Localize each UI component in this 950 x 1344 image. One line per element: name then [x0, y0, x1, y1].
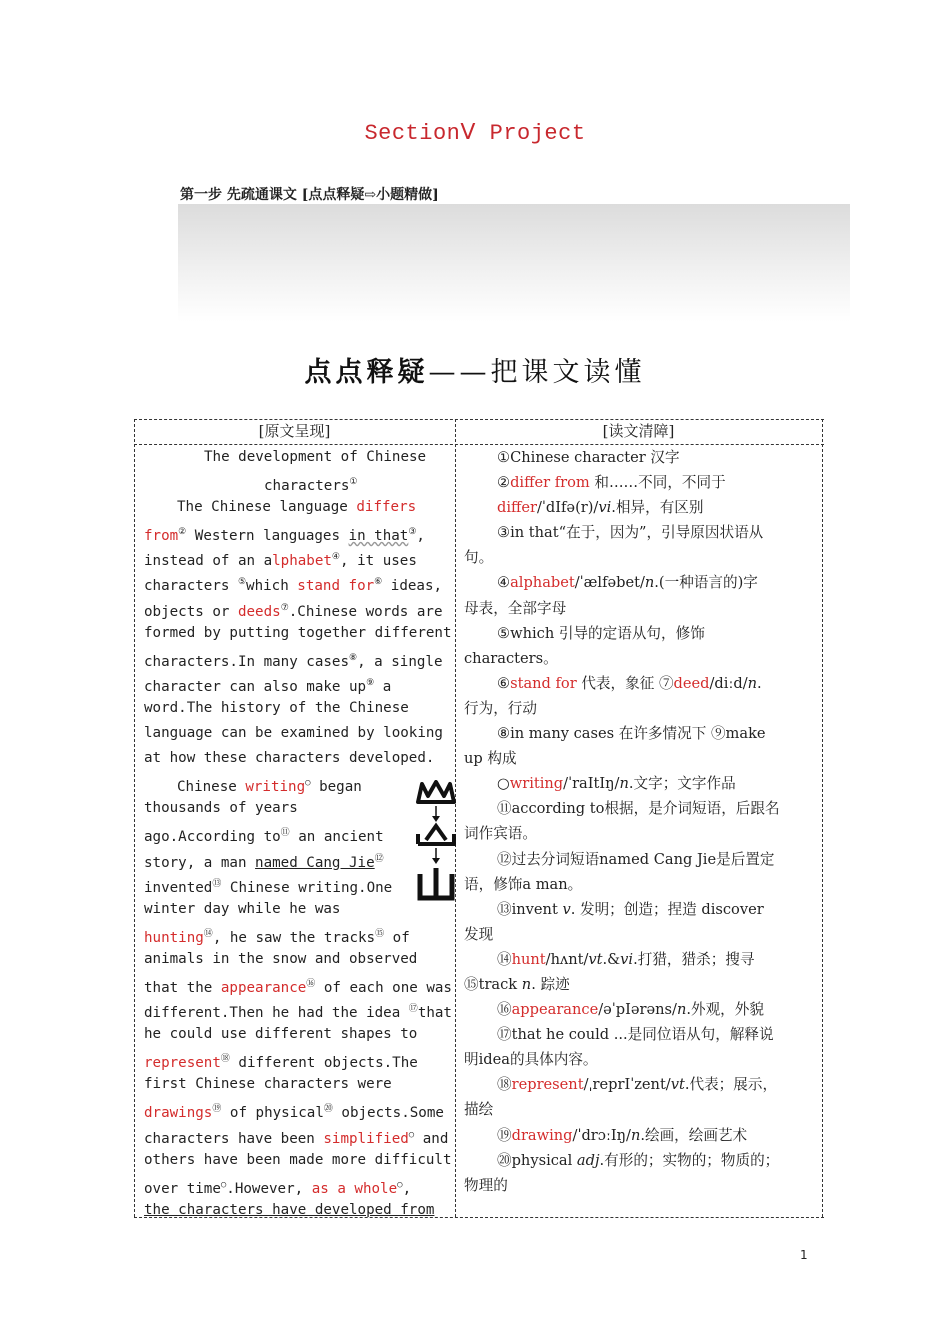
page-number: 1	[800, 1248, 808, 1262]
section-heading	[0, 350, 950, 389]
page-title: SectionⅤ Project	[364, 121, 586, 146]
mountain-character-evolution-icon	[412, 780, 460, 904]
banner	[178, 204, 850, 322]
left-column-header: [原文呈现]	[258, 422, 331, 440]
right-column-header: [读文清障]	[602, 422, 675, 440]
step-label: 第一步 先疏通课文 [点点释疑⇨小题精做]	[180, 187, 439, 203]
heading-part2: ——把课文读懂	[428, 357, 646, 388]
original-text: The development of Chinese characters① The Chinese language differs from② Western languages in that③, instead of an alphabet④, it uses characters ⑤which stand for⑥ ideas, objects or deeds⑦.Chinese words are formed by putting together different characters.In many cases⑧, a single character can also make up⑨ a word.The history of the Chinese language can be examined by looking at how these characters developed. Chinese writing○ began thousands of years ago.According to⑪ an ancient story, a man named Cang Jie⑫ invented⑬ Chinese writing.One winter day while he was hunting⑭, he saw the tracks⑮ of animals in the snow and observed that the appearance⑯ of each one was different.Then he had the idea ⑰that he could use different shapes to represent⑱ different objects.The first Chinese characters were drawings⑲ of physical⑳ objects.Some characters have been simplified○ and others have been made more difficult over time○.However, as a whole○, the characters have developed from	[144, 449, 452, 1218]
explanation-text: ①Chinese character 汉字 ②differ from 和……不同，不同于 differ/ˈdIfə(r)/vi.相异，有区别 ③in that“在于，因为”，引导原因状语从 句。 ④alphabet/ˈælfəbet/n.(一种语言的)字 母表，全部字母 ⑤which 引导的定语从句，修饰 characters。 ⑥stand for 代表，象征 ⑦deed/diːd/n. 行为，行动 ⑧in many cases 在许多情况下 ⑨make up 构成 ○writing/ˈraItIŋ/n.文字；文字作品 ⑪according to根据，是介词短语，后跟名 词作宾语。 ⑫过去分词短语named Cang Jie是后置定 语，修饰a man。 ⑬invent v. 发明；创造；捏造 discover 发现 ⑭hunt/hʌnt/vt.&vi.打猎，猎杀；搜寻 ⑮track n. 踪迹 ⑯appearance/əˈpIərəns/n.外观，外貌 ⑰that he could ...是同位语从句，解释说 明idea的具体内容。 ⑱represent/ˌreprIˈzent/vt.代表；展示， 描绘 ⑲drawing/ˈdrɔːIŋ/n.绘画，绘画艺术 ⑳physical adj.有形的；实物的；物质的； 物理的	[464, 449, 780, 1194]
heading-part1: 点点释疑	[304, 357, 429, 388]
